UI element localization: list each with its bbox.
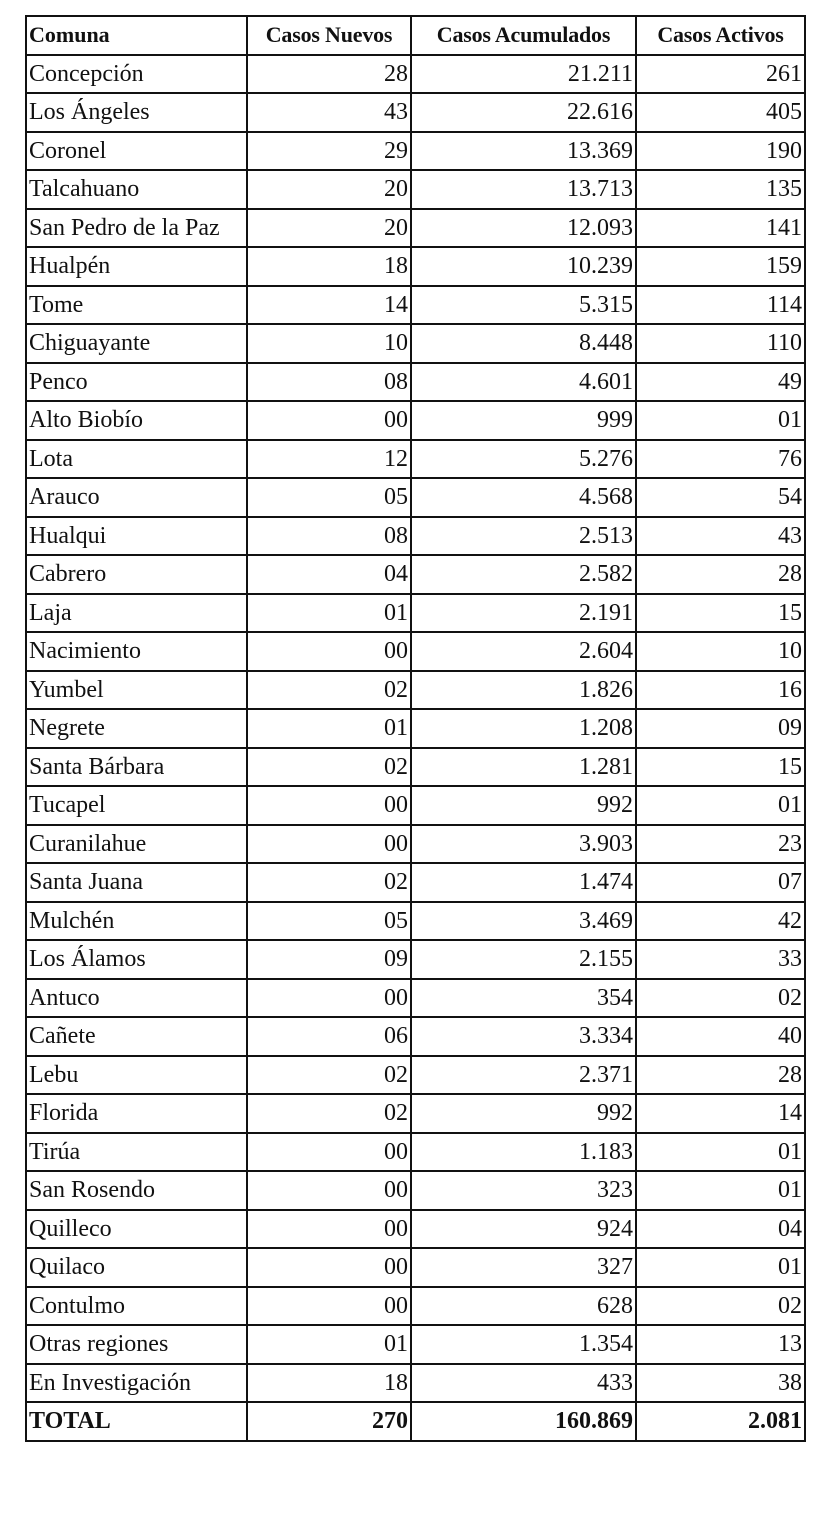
cell-casos-acumulados: 2.513 <box>411 517 636 556</box>
header-comuna: Comuna <box>26 16 247 55</box>
table-row <box>26 1364 805 1403</box>
cell-casos-activos: 76 <box>636 440 805 479</box>
cell-casos-acumulados: 12.093 <box>411 209 636 248</box>
cell-casos-nuevos: 02 <box>247 863 411 902</box>
cell-casos-activos: 38 <box>636 1364 805 1403</box>
total-row <box>26 1402 805 1441</box>
cell-comuna: Coronel <box>26 132 247 171</box>
cell-casos-acumulados: 2.604 <box>411 632 636 671</box>
cell-casos-nuevos: 18 <box>247 1364 411 1403</box>
cell-comuna: Yumbel <box>26 671 247 710</box>
table-row <box>26 748 805 787</box>
cell-casos-activos: 114 <box>636 286 805 325</box>
table-row <box>26 170 805 209</box>
cell-comuna: Tome <box>26 286 247 325</box>
table-row <box>26 363 805 402</box>
cell-casos-acumulados: 2.155 <box>411 940 636 979</box>
cell-comuna: Chiguayante <box>26 324 247 363</box>
table-row <box>26 132 805 171</box>
cell-casos-activos: 01 <box>636 786 805 825</box>
cell-casos-activos: 28 <box>636 1056 805 1095</box>
cell-comuna: Quilleco <box>26 1210 247 1249</box>
table-row <box>26 1210 805 1249</box>
cell-casos-acumulados: 2.191 <box>411 594 636 633</box>
cell-casos-nuevos: 08 <box>247 517 411 556</box>
cell-casos-nuevos: 20 <box>247 209 411 248</box>
table-row <box>26 594 805 633</box>
cell-casos-acumulados: 8.448 <box>411 324 636 363</box>
table-row <box>26 1171 805 1210</box>
cell-casos-nuevos: 12 <box>247 440 411 479</box>
cell-casos-activos: 405 <box>636 93 805 132</box>
cell-casos-nuevos: 00 <box>247 632 411 671</box>
table-row <box>26 93 805 132</box>
cell-casos-nuevos: 02 <box>247 671 411 710</box>
cell-casos-activos: 10 <box>636 632 805 671</box>
cell-casos-acumulados: 992 <box>411 1094 636 1133</box>
table-row <box>26 1287 805 1326</box>
cell-casos-nuevos: 02 <box>247 1056 411 1095</box>
cell-casos-activos: 07 <box>636 863 805 902</box>
cell-comuna: Laja <box>26 594 247 633</box>
cell-casos-acumulados: 3.903 <box>411 825 636 864</box>
cell-casos-activos: 02 <box>636 979 805 1018</box>
table-row <box>26 1248 805 1287</box>
table-row <box>26 209 805 248</box>
cell-casos-activos: 02 <box>636 1287 805 1326</box>
cell-casos-nuevos: 05 <box>247 478 411 517</box>
table-row <box>26 940 805 979</box>
cell-casos-nuevos: 28 <box>247 55 411 94</box>
cell-casos-nuevos: 00 <box>247 825 411 864</box>
cell-comuna: Contulmo <box>26 1287 247 1326</box>
cell-casos-nuevos: 02 <box>247 748 411 787</box>
cell-comuna: Tucapel <box>26 786 247 825</box>
cell-comuna: Hualpén <box>26 247 247 286</box>
cell-casos-activos: 28 <box>636 555 805 594</box>
cell-comuna: San Pedro de la Paz <box>26 209 247 248</box>
cell-casos-nuevos: 00 <box>247 1248 411 1287</box>
cell-casos-acumulados: 2.582 <box>411 555 636 594</box>
cell-casos-nuevos: 00 <box>247 401 411 440</box>
table-row <box>26 632 805 671</box>
cell-casos-nuevos: 09 <box>247 940 411 979</box>
table-row <box>26 55 805 94</box>
cell-comuna: Santa Bárbara <box>26 748 247 787</box>
cell-casos-nuevos: 06 <box>247 1017 411 1056</box>
header-casos-acumulados: Casos Acumulados <box>411 16 636 55</box>
cell-casos-acumulados: 22.616 <box>411 93 636 132</box>
cell-comuna: Florida <box>26 1094 247 1133</box>
cell-casos-acumulados: 1.474 <box>411 863 636 902</box>
cell-casos-acumulados: 2.371 <box>411 1056 636 1095</box>
table-row <box>26 478 805 517</box>
cell-casos-acumulados: 3.469 <box>411 902 636 941</box>
cell-casos-activos: 01 <box>636 1248 805 1287</box>
cell-casos-acumulados: 5.315 <box>411 286 636 325</box>
cell-casos-activos: 15 <box>636 594 805 633</box>
cell-casos-nuevos: 00 <box>247 1210 411 1249</box>
table-row <box>26 247 805 286</box>
cell-comuna: Cabrero <box>26 555 247 594</box>
cell-casos-activos: 01 <box>636 1171 805 1210</box>
cell-casos-activos: 141 <box>636 209 805 248</box>
cell-casos-activos: 23 <box>636 825 805 864</box>
cell-comuna: En Investigación <box>26 1364 247 1403</box>
cell-casos-acumulados: 999 <box>411 401 636 440</box>
cell-casos-activos: 14 <box>636 1094 805 1133</box>
total-casos-nuevos: 270 <box>247 1402 411 1441</box>
table-row <box>26 555 805 594</box>
cell-casos-activos: 13 <box>636 1325 805 1364</box>
cell-comuna: Penco <box>26 363 247 402</box>
cell-casos-activos: 49 <box>636 363 805 402</box>
cell-comuna: San Rosendo <box>26 1171 247 1210</box>
cell-casos-activos: 01 <box>636 1133 805 1172</box>
table-body <box>26 55 805 1403</box>
cell-casos-nuevos: 29 <box>247 132 411 171</box>
cell-casos-activos: 54 <box>636 478 805 517</box>
table-row <box>26 1325 805 1364</box>
header-casos-nuevos: Casos Nuevos <box>247 16 411 55</box>
cell-casos-nuevos: 04 <box>247 555 411 594</box>
cell-casos-activos: 135 <box>636 170 805 209</box>
total-label: TOTAL <box>26 1402 247 1441</box>
cell-casos-nuevos: 43 <box>247 93 411 132</box>
cell-casos-activos: 16 <box>636 671 805 710</box>
cell-comuna: Otras regiones <box>26 1325 247 1364</box>
cell-casos-nuevos: 05 <box>247 902 411 941</box>
cell-casos-nuevos: 00 <box>247 1287 411 1326</box>
cell-casos-acumulados: 1.281 <box>411 748 636 787</box>
cell-comuna: Mulchén <box>26 902 247 941</box>
cell-casos-activos: 09 <box>636 709 805 748</box>
total-casos-acumulados: 160.869 <box>411 1402 636 1441</box>
cell-casos-acumulados: 1.183 <box>411 1133 636 1172</box>
cell-casos-nuevos: 18 <box>247 247 411 286</box>
header-row <box>26 16 805 55</box>
cell-casos-acumulados: 628 <box>411 1287 636 1326</box>
cell-casos-acumulados: 327 <box>411 1248 636 1287</box>
table-row <box>26 825 805 864</box>
cell-casos-activos: 261 <box>636 55 805 94</box>
cell-comuna: Negrete <box>26 709 247 748</box>
cell-casos-acumulados: 433 <box>411 1364 636 1403</box>
table-row <box>26 709 805 748</box>
table-row <box>26 671 805 710</box>
table-row <box>26 517 805 556</box>
cell-casos-acumulados: 13.369 <box>411 132 636 171</box>
cell-casos-nuevos: 20 <box>247 170 411 209</box>
total-casos-activos: 2.081 <box>636 1402 805 1441</box>
cell-casos-acumulados: 924 <box>411 1210 636 1249</box>
table-row <box>26 979 805 1018</box>
table-footer <box>26 1402 805 1441</box>
cell-casos-activos: 40 <box>636 1017 805 1056</box>
cell-casos-nuevos: 00 <box>247 1171 411 1210</box>
cell-casos-nuevos: 00 <box>247 1133 411 1172</box>
table-row <box>26 1056 805 1095</box>
cell-comuna: Alto Biobío <box>26 401 247 440</box>
cell-comuna: Lebu <box>26 1056 247 1095</box>
table-row <box>26 1094 805 1133</box>
cell-casos-acumulados: 1.826 <box>411 671 636 710</box>
cell-comuna: Cañete <box>26 1017 247 1056</box>
cell-casos-nuevos: 10 <box>247 324 411 363</box>
table-row <box>26 324 805 363</box>
cell-comuna: Lota <box>26 440 247 479</box>
cell-comuna: Talcahuano <box>26 170 247 209</box>
cell-comuna: Nacimiento <box>26 632 247 671</box>
cell-comuna: Quilaco <box>26 1248 247 1287</box>
cell-casos-activos: 42 <box>636 902 805 941</box>
cell-comuna: Tirúa <box>26 1133 247 1172</box>
cell-casos-acumulados: 323 <box>411 1171 636 1210</box>
cell-comuna: Curanilahue <box>26 825 247 864</box>
table-row <box>26 786 805 825</box>
table-header <box>26 16 805 55</box>
table-row <box>26 286 805 325</box>
table-row <box>26 902 805 941</box>
cell-casos-acumulados: 1.354 <box>411 1325 636 1364</box>
cell-casos-acumulados: 10.239 <box>411 247 636 286</box>
header-casos-activos: Casos Activos <box>636 16 805 55</box>
cell-casos-acumulados: 992 <box>411 786 636 825</box>
table-row <box>26 1017 805 1056</box>
cell-casos-activos: 15 <box>636 748 805 787</box>
cell-casos-acumulados: 21.211 <box>411 55 636 94</box>
cell-casos-nuevos: 14 <box>247 286 411 325</box>
table-row <box>26 401 805 440</box>
cell-casos-acumulados: 354 <box>411 979 636 1018</box>
cell-casos-activos: 01 <box>636 401 805 440</box>
cell-comuna: Arauco <box>26 478 247 517</box>
cell-comuna: Hualqui <box>26 517 247 556</box>
cell-casos-acumulados: 3.334 <box>411 1017 636 1056</box>
cell-casos-acumulados: 13.713 <box>411 170 636 209</box>
cell-comuna: Antuco <box>26 979 247 1018</box>
cell-casos-activos: 04 <box>636 1210 805 1249</box>
cell-casos-nuevos: 01 <box>247 709 411 748</box>
cell-casos-activos: 110 <box>636 324 805 363</box>
cell-casos-nuevos: 02 <box>247 1094 411 1133</box>
cell-casos-acumulados: 4.601 <box>411 363 636 402</box>
cell-casos-activos: 33 <box>636 940 805 979</box>
cell-casos-nuevos: 01 <box>247 1325 411 1364</box>
cell-casos-activos: 190 <box>636 132 805 171</box>
cell-casos-nuevos: 01 <box>247 594 411 633</box>
cell-casos-nuevos: 00 <box>247 979 411 1018</box>
table-row <box>26 1133 805 1172</box>
cell-casos-activos: 159 <box>636 247 805 286</box>
cell-casos-acumulados: 4.568 <box>411 478 636 517</box>
table-row <box>26 440 805 479</box>
cell-comuna: Los Álamos <box>26 940 247 979</box>
cell-casos-nuevos: 00 <box>247 786 411 825</box>
cell-casos-acumulados: 1.208 <box>411 709 636 748</box>
covid-cases-table <box>25 15 806 1442</box>
cell-comuna: Los Ángeles <box>26 93 247 132</box>
cell-casos-activos: 43 <box>636 517 805 556</box>
cell-casos-acumulados: 5.276 <box>411 440 636 479</box>
table-row <box>26 863 805 902</box>
cell-comuna: Concepción <box>26 55 247 94</box>
cell-comuna: Santa Juana <box>26 863 247 902</box>
cell-casos-nuevos: 08 <box>247 363 411 402</box>
